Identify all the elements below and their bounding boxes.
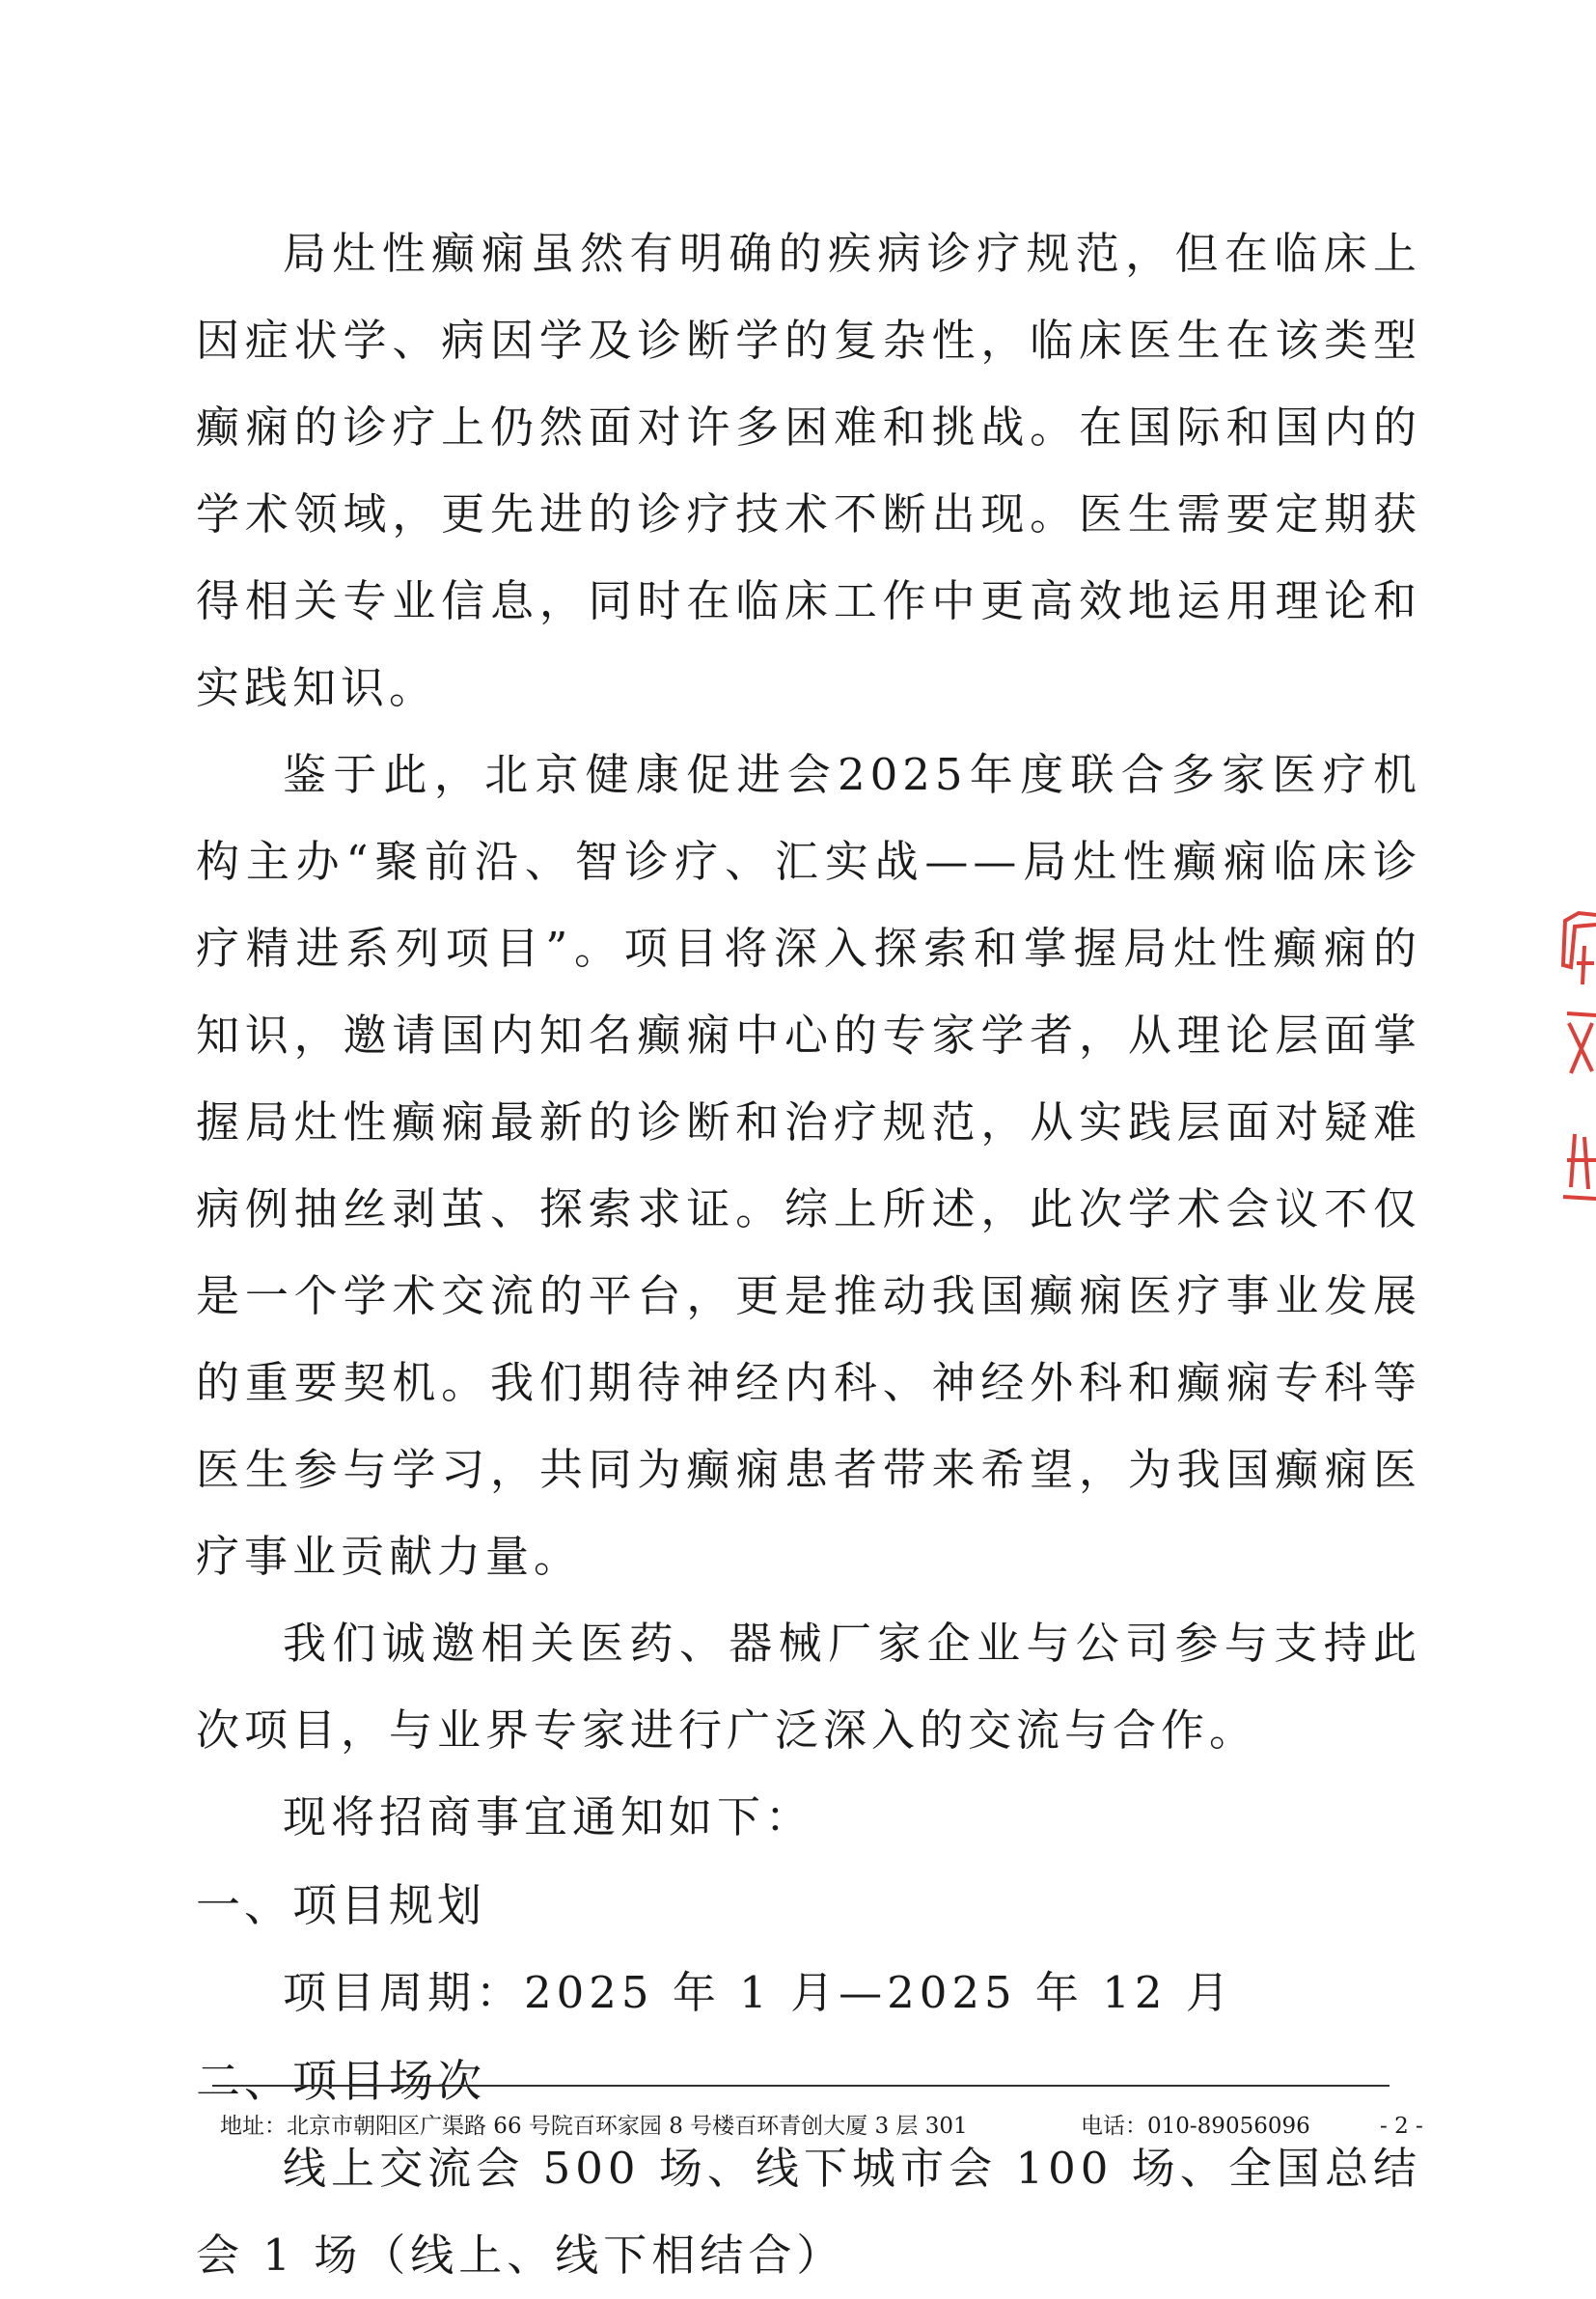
footer-address: 地址：北京市朝阳区广渠路 66 号院百环家园 8 号楼百环青创大厦 3 层 301 bbox=[220, 2114, 968, 2139]
page-footer bbox=[220, 2107, 1426, 2146]
paragraph-invitation: 我们诚邀相关医药、器械厂家企业与公司参与支持此次项目，与业界专家进行广泛深入的交流与合作。 bbox=[196, 1618, 1421, 1756]
section-heading-sessions: 二、项目场次 bbox=[196, 2055, 485, 2107]
section-text-plan: 项目周期：2025 年 1 月—2025 年 12 月 bbox=[283, 1967, 1234, 2018]
footer-divider bbox=[212, 2085, 1390, 2087]
seal-stamp-edge bbox=[1528, 907, 1596, 1235]
section-heading-plan: 一、项目规划 bbox=[196, 1879, 485, 1931]
paragraph-notice-lead: 现将招商事宜通知如下： bbox=[283, 1791, 814, 1842]
section-text-sessions: 线上交流会 500 场、线下城市会 100 场、全国总结会 1 场（线上、线下相结合） bbox=[196, 2143, 1421, 2281]
document-body bbox=[196, 210, 1421, 2299]
footer-phone: 电话：010-89056096 bbox=[1081, 2114, 1310, 2139]
paragraph-intro: 局灶性癫痫虽然有明确的疾病诊疗规范，但在临床上因症状学、病因学及诊断学的复杂性，临床医生在该类型癫痫的诊疗上仍然面对许多困难和挑战。在国际和国内的学术领域，更先进的诊疗技术不断出现。医生需要定期获得相关专业信息，同时在临床工作中更高效地运用理论和实践知识。 bbox=[196, 228, 1421, 713]
paragraph-project-description: 鉴于此，北京健康促进会2025年度联合多家医疗机构主办“聚前沿、智诊疗、汇实战——局灶性癫痫临床诊疗精进系列项目”。项目将深入探索和掌握局灶性癫痫的知识，邀请国内知名癫痫中心的专家学者，从理论层面掌握局灶性癫痫最新的诊断和治疗规范，从实践层面对疑难病例抽丝剥茧、探索求证。综上所述，此次学术会议不仅是一个学术交流的平台，更是推动我国癫痫医疗事业发展的重要契机。我们期待神经内科、神经外科和癫痫专科等医生参与学习，共同为癫痫患者带来希望，为我国癫痫医疗事业贡献力量。 bbox=[196, 749, 1421, 1582]
page-number: - 2 - bbox=[1380, 2114, 1423, 2139]
